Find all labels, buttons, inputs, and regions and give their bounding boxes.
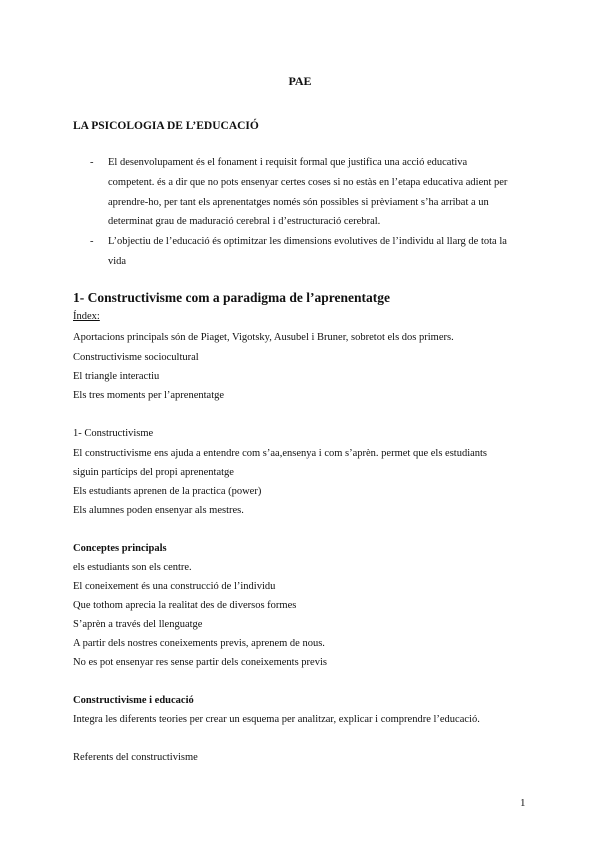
constructivism-line: El constructivisme ens ajuda a entendre com s’aa,ensenya i com s’aprèn. permet que els estudiants [73,448,488,459]
bullet-item [90,153,510,232]
concept-line: A partir dels nostres coneixements previs, aprenem de nous. [73,638,325,649]
concept-line: Que tothom aprecia la realitat des de diversos formes [73,600,297,611]
education-heading: Constructivisme i educació [73,695,194,706]
constructivism-line: siguin partícips del propi aprenentatge [73,467,234,478]
chapter-heading: 1- Constructivisme com a paradigma de l’aprenentatge [73,290,390,305]
index-item: Aportacions principals són de Piaget, Vigotsky, Ausubel i Bruner, sobretot els dos primers. [73,332,454,343]
concept-line: El coneixement és una construcció de l’individu [73,581,276,592]
bullet-item [90,232,510,272]
constructivism-line: Els estudiants aprenen de la practica (power) [73,486,262,497]
education-line: Integra les diferents teories per crear un esquema per analitzar, explicar i comprendre l’educació. [73,714,480,725]
concepts-heading: Conceptes principals [73,543,167,554]
constructivism-label: 1- Constructivisme [73,428,154,439]
page-number: 1 [520,797,526,809]
document-title: PAE [288,74,312,88]
bullet-dash: - [90,157,94,168]
bullet-dash: - [90,236,94,248]
referents-line: Referents del constructivisme [73,752,198,763]
index-item: El triangle interactiu [73,371,160,382]
concept-line: S’aprèn a través del llenguatge [73,619,203,630]
index-label: Índex: [73,311,100,322]
constructivism-line: Els alumnes poden ensenyar als mestres. [73,505,244,516]
index-item: Constructivisme sociocultural [73,352,199,363]
bullet-text: L’objectiu de l’educació és optimitzar les dimensions evolutives de l’individu al llarg de tota la vida [108,236,507,267]
bullet-text: El desenvolupament és el fonament i requisit formal que justifica una acció educativa competent. és a dir que no pots ensenyar certes coses si no estàs en l’etapa educativa adient per aprendre-ho, per tant els aprenentatges només són possibles si prèviament s’ha arribat a un determinat grau de maduració cerebral i d’estructuració cerebral. [108,157,508,228]
section-heading: LA PSICOLOGIA DE L’EDUCACIÓ [73,120,259,132]
concept-line: No es pot ensenyar res sense partir dels coneixements previs [73,657,327,668]
concept-line: els estudiants son els centre. [73,562,192,573]
index-item: Els tres moments per l’aprenentatge [73,390,225,401]
bullet-list [90,153,510,272]
